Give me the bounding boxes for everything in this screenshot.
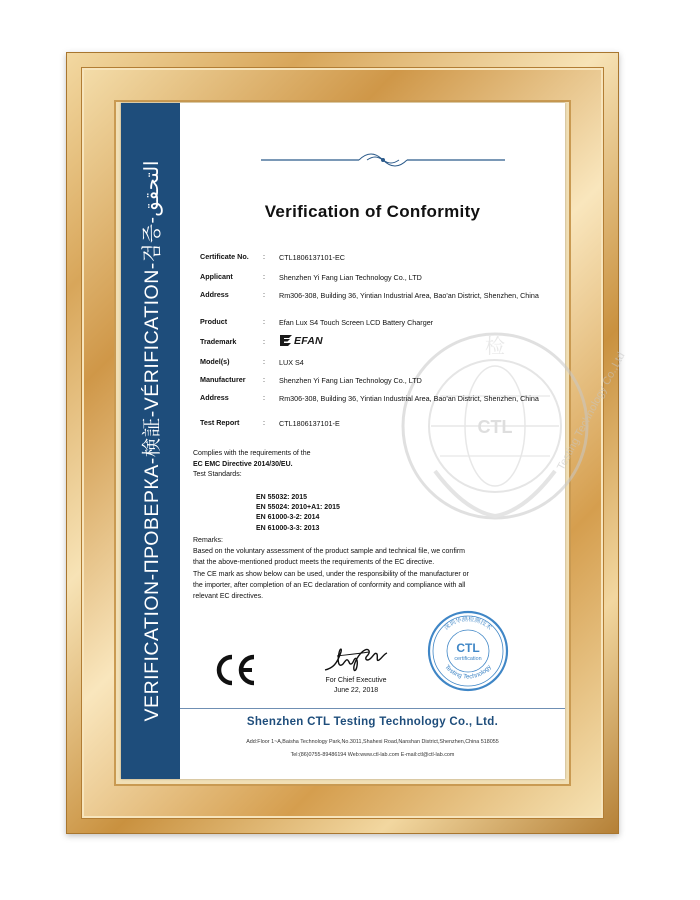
field-label: Certificate No. bbox=[200, 252, 249, 261]
signatory-role: For Chief Executive bbox=[325, 677, 387, 684]
remarks-line: Based on the voluntary assessment of the product sample and technical file, we confirm bbox=[193, 548, 465, 556]
certificate-content bbox=[180, 103, 628, 779]
field-label: Manufacturer bbox=[200, 375, 246, 384]
ce-mark-icon bbox=[212, 653, 258, 687]
field-value: CTL1806137101-E bbox=[279, 419, 340, 428]
field-label: Address bbox=[200, 393, 229, 402]
side-band bbox=[121, 103, 180, 779]
field-colon: : bbox=[263, 337, 265, 346]
signature bbox=[323, 644, 393, 674]
footer-address: Add:Floor 1~A,Baisha Technology Park,No.3011,Shahexi Road,Nanshan District,Shenzhen,China 518055 bbox=[246, 739, 499, 745]
remarks-line: The CE mark as show below can be used, under the responsibility of the manufacturer or bbox=[193, 570, 469, 578]
certificate bbox=[121, 103, 628, 779]
remarks-line: relevant EC directives. bbox=[193, 593, 264, 601]
standard-item: EN 55032: 2015 bbox=[256, 494, 307, 501]
field-colon: : bbox=[263, 290, 265, 299]
stamp-top-text: 深圳华测检测技术 bbox=[443, 615, 493, 632]
field-colon: : bbox=[263, 418, 265, 427]
signature-caption bbox=[301, 676, 411, 696]
field-label: Address bbox=[200, 290, 229, 299]
signature-date: June 22, 2018 bbox=[333, 687, 379, 694]
ornament-divider bbox=[261, 150, 505, 170]
stamp-brand: CTL bbox=[456, 641, 480, 655]
field-colon: : bbox=[263, 375, 265, 384]
remarks bbox=[193, 535, 515, 602]
standard-item: EN 61000-3-2: 2014 bbox=[256, 514, 320, 522]
field-colon: : bbox=[263, 317, 265, 326]
standards-list bbox=[256, 493, 340, 534]
field-label: Applicant bbox=[200, 272, 233, 281]
field-colon: : bbox=[263, 393, 265, 402]
footer-contact: Tel:(86)0755-89486194 Web:www.ctl-lab.com E-mail:ctl@ctl-lab.com bbox=[290, 752, 455, 758]
field-value: LUX S4 bbox=[279, 358, 304, 367]
compliance-test-standards: Test Standards: bbox=[193, 471, 242, 478]
stamp-sub: certification bbox=[454, 656, 482, 662]
field-label: Model(s) bbox=[200, 357, 230, 366]
watermark-brand: CTL bbox=[477, 417, 513, 437]
field-label: Test Report bbox=[200, 418, 240, 427]
compliance-directive: EC EMC Directive 2014/30/EU. bbox=[193, 460, 293, 468]
side-band-text: VERIFICATION-ПРОВЕРКА-検証-VÉRIFICATION-검증-التحقق bbox=[141, 160, 163, 722]
field-label: Product bbox=[200, 317, 228, 326]
footer-company: Shenzhen CTL Testing Technology Co., Ltd. bbox=[246, 716, 499, 728]
field-value: Rm306-308, Building 36, Yintian Industrial Area, Bao'an District, Shenzhen, China bbox=[279, 291, 539, 300]
stamp-bottom-text: Testing Technology bbox=[443, 663, 493, 681]
field-value: Shenzhen Yi Fang Lian Technology Co., LTD bbox=[279, 376, 422, 385]
efan-logo-text: EFAN bbox=[294, 334, 323, 347]
watermark-chinese: 检 bbox=[485, 334, 505, 358]
field-value: Shenzhen Yi Fang Lian Technology Co., LTD bbox=[279, 273, 422, 282]
watermark-ring-text: Testing Technology Co.,Ltd bbox=[555, 350, 628, 473]
certificate-title: Verification of Conformity bbox=[264, 202, 481, 221]
field-label: Trademark bbox=[200, 337, 237, 346]
remarks-heading: Remarks: bbox=[193, 537, 223, 544]
compliance-statement bbox=[193, 449, 523, 481]
footer-divider bbox=[180, 708, 565, 709]
remarks-line: that the above-mentioned product meets the requirements of the EC directive. bbox=[193, 559, 435, 567]
efan-logo bbox=[279, 334, 323, 347]
field-colon: : bbox=[263, 357, 265, 366]
field-value: Rm306-308, Building 36, Yintian Industrial Area, Bao'an District, Shenzhen, China bbox=[279, 394, 539, 403]
watermark-seal bbox=[395, 321, 628, 541]
standard-item: EN 61000-3-3: 2013 bbox=[256, 524, 320, 532]
field-colon: : bbox=[263, 272, 265, 281]
standard-item: EN 55024: 2010+A1: 2015 bbox=[256, 504, 340, 512]
remarks-line: the importer, after completion of an EC declaration of conformity and compliance with all bbox=[193, 581, 466, 589]
ctl-stamp-icon bbox=[426, 609, 511, 694]
field-value: Efan Lux S4 Touch Screen LCD Battery Charger bbox=[279, 318, 434, 327]
field-value: CTL1806137101-EC bbox=[279, 253, 345, 262]
field-colon: : bbox=[263, 252, 265, 261]
efan-logo-icon bbox=[279, 334, 293, 347]
compliance-line-1: Complies with the requirements of the bbox=[193, 450, 311, 457]
